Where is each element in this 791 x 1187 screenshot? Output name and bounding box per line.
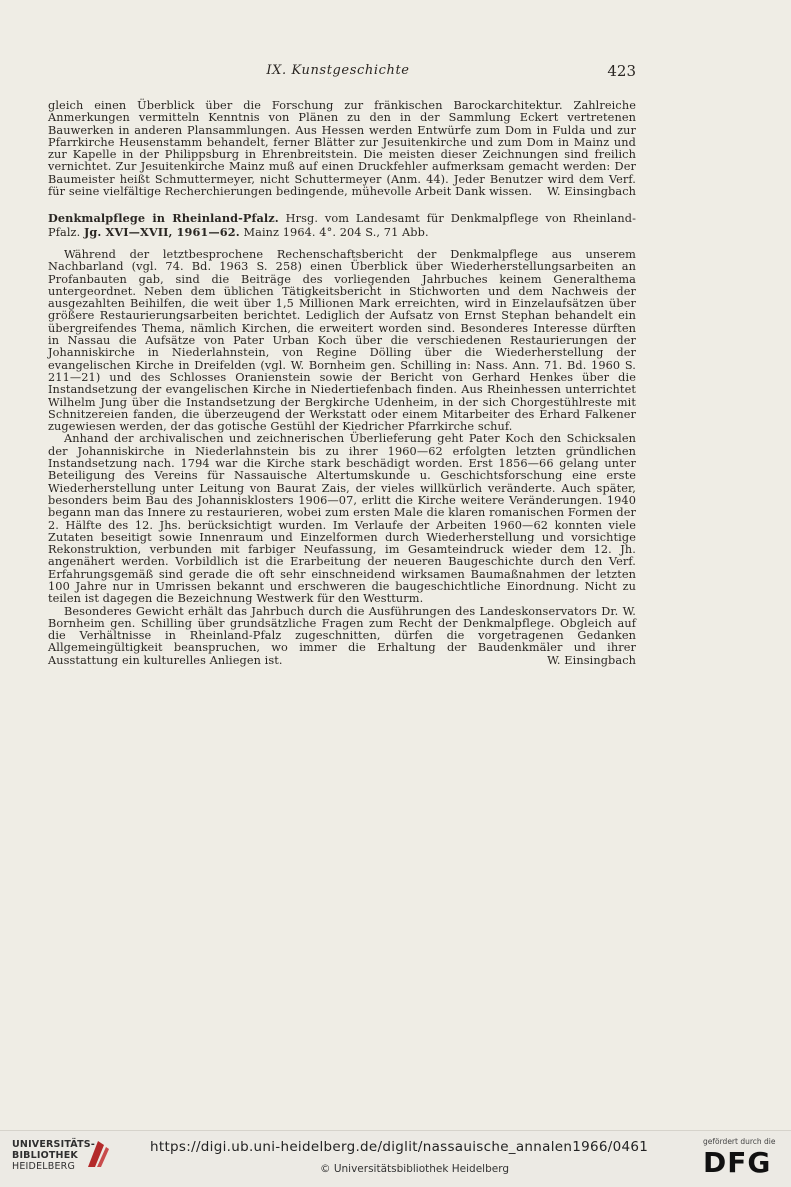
- viewer-footer: [0, 1130, 791, 1187]
- logo-line: HEIDELBERG: [12, 1161, 76, 1172]
- review-heading: [48, 212, 636, 239]
- review-publisher: Hrsg. vom Landesamt für Denkmalpflege von Rheinland-Pfalz.: [48, 212, 636, 239]
- sponsor-label: gefördert durch die: [703, 1137, 776, 1146]
- running-head: [0, 62, 791, 84]
- paragraph-1: [48, 100, 636, 198]
- permalink-url[interactable]: https://digi.ub.uni-heidelberg.de/diglit/nassauische_annalen1966/0461: [150, 1139, 649, 1155]
- paragraph-4: [48, 606, 636, 667]
- body-text: [48, 100, 636, 667]
- review-imprint: Mainz 1964. 4°. 204 S., 71 Abb.: [239, 225, 429, 239]
- logo-line: BIBLIOTHEK: [12, 1150, 78, 1161]
- logo-line: UNIVERSITÄTS-: [12, 1139, 95, 1150]
- running-title: IX. Kunstgeschichte: [266, 63, 410, 78]
- page-number: 423: [607, 62, 636, 80]
- reviewer-signature: W. Einsingbach: [547, 185, 636, 199]
- review-title: Denkmalpflege in Rheinland-Pfalz.: [48, 211, 279, 226]
- review-volume: Jg. XVI—XVII, 1961—62.: [83, 224, 240, 239]
- reviewer-signature: W. Einsingbach: [547, 653, 636, 667]
- dfg-logo[interactable]: DFG: [703, 1146, 772, 1179]
- paragraph-2: Während der letztbesprochene Rechenschaftsbericht der Denkmalpflege aus unserem Nachbarland (vgl. 74. Bd. 1963 S. 258) einen Überblick über Wiederherstellungsarbeiten an Profanbauten gab, sind die Beiträge des vorliegenden Jahrbuches keinem Generalthema untergeordnet. Neben dem üblichen Tätigkeitsbericht in Stichworten und dem Nachweis der ausgezahlten Beihilfen, die weit über 1,5 Millionen Mark erreichten, wird in Einzelaufsätzen über größere Restaurierungsarbeiten berichtet. Lediglich der Aufsatz von Ernst Stephan behandelt ein übergreifendes Thema, nämlich Kirchen, die erweitert worden sind. Besonderes Interesse dürften in Nassau die Aufsätze von Pater Urban Koch über die verschiedenen Restaurierungen der Johanniskirche in Niederlahnstein, von Regine Dölling über die Wiederherstellung der evangelischen Kirche in Dreifelden (vgl. W. Bornheim gen. Schilling in: Nass. Ann. 71. Bd. 1960 S. 211—21) und des Schlosses Oranienstein sowie der Bericht von Gerhard Henkes über die Instandsetzung der evangelischen Kirche in Niedertiefenbach finden. Aus Rheinhessen unterrichtet Wilhelm Jung über die Instandsetzung der Bergkirche Udenheim, in der sich Chorgestühlreste mit Schnitzereien fanden, die überzeugend der Werkstatt oder einem Mitarbeiter des Erhard Falkener zugewiesen werden, der das gotische Gestühl der Kiedricher Pfarrkirche schuf.: [48, 247, 636, 434]
- copyright-notice: © Universitätsbibliothek Heidelberg: [320, 1163, 510, 1175]
- paragraph-3: Anhand der archivalischen und zeichnerischen Überlieferung geht Pater Koch den Schicksalen der Johanniskirche in Niederlahnstein bis zu ihrer 1960—62 erfolgten letzten gründlichen Instandsetzung nach. 1794 war die Kirche stark beschädigt worden. Erst 1856—66 gelang unter Beteiligung des Vereins für Nassauische Altertumskunde u. Geschichtsforschung eine erste Wiederherstellung unter Leitung von Baurat Zais, der vieles willkürlich veränderte. Auch später, besonders beim Bau des Johannisklosters 1906—07, erlitt die Kirche weitere Veränderungen. 1940 begann man das Innere zu restaurieren, wobei zum ersten Male die klaren romanischen Formen der 2. Hälfte des 12. Jhs. berücksichtigt wurden. Im Verlaufe der Arbeiten 1960—62 konnten viele Zutaten beseitigt sowie Innenraum und Einzelformen durch Wiederherstellung und vorsichtige Rekonstruktion, verbunden mit farbiger Neufassung, im Gesamteindruck wieder dem 12. Jh. angenähert werden. Vorbildlich ist die Erarbeitung der neueren Baugeschichte durch den Verf. Erfahrungsgemäß sind gerade die oft sehr einschneidend wirksamen Baumaßnahmen der letzten 100 Jahre nur in Umrissen bekannt und erschweren die baugeschichtliche Einordnung. Nicht zu teilen ist dagegen die Bezeichnung Westwerk für den Westturm.: [48, 432, 636, 606]
- paragraph-text: Besonderes Gewicht erhält das Jahrbuch durch die Ausführungen des Landeskonservators Dr. W. Bornheim gen. Schilling über grundsätzliche Fragen zum Recht der Denkmalpflege. Obgleich auf die Verhältnisse in Rheinland-Pfalz zugeschnitten, dürfen die vorgetragenen Gedanken Allgemeingültigkeit beanspruchen, wo immer die Erhaltung der Baudenkmäler und ihrer Ausstattung ein kulturelles Anliegen ist.: [48, 604, 636, 667]
- library-logo-icon: [84, 1137, 110, 1171]
- library-logo[interactable]: [12, 1139, 95, 1172]
- paragraph-text: gleich einen Überblick über die Forschung zur fränkischen Barockarchitektur. Zahlreiche Anmerkungen vermitteln Kenntnis von Plänen zu den in der Sammlung Eckert vertretenen Bauwerken in anderen Plansammlungen. Aus Hessen werden Entwürfe zum Dom in Fulda und zur Pfarrkirche Heusenstamm behandelt, ferner Blätter zur Jesuitenkirche und zum Dom in Mainz und zur Kapelle in der Philippsburg in Ehrenbreitstein. Die meisten dieser Zeichnungen sind freilich vernichtet. Zur Jesuitenkirche Mainz muß auf einen Druckfehler aufmerksam gemacht werden: Der Baumeister heißt Schmuttermeyer, nicht Schuttermeyer (Anm. 44). Jeder Benutzer wird dem Verf. für seine vielfältige Recherchierungen bedingende, mühevolle Arbeit Dank wissen.: [48, 99, 636, 199]
